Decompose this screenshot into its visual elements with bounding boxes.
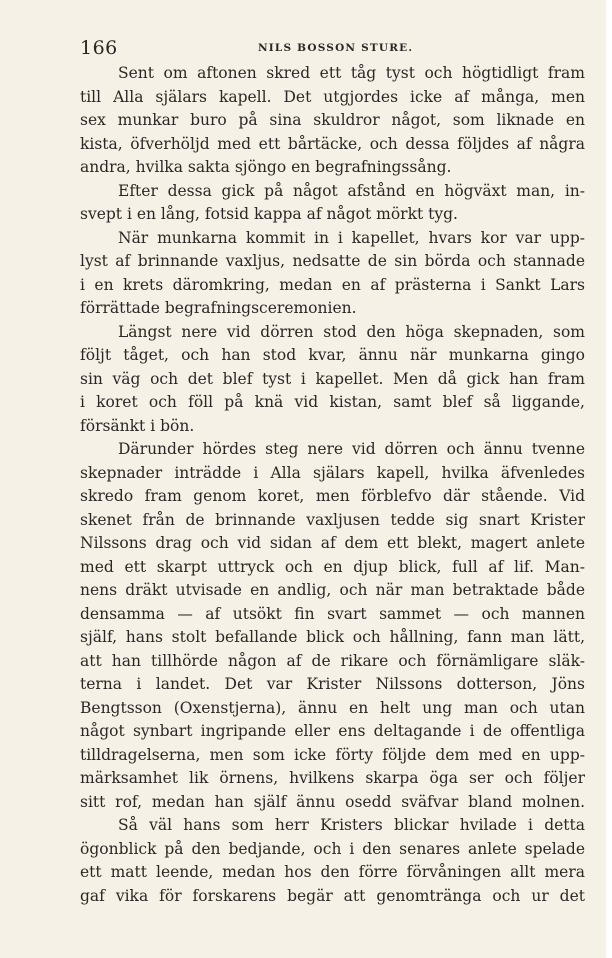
text-line: förrättade begrafningsceremonien. (80, 299, 357, 317)
text-line: Därunder hördes steg nere vid dörren och ännu tvenne (118, 440, 585, 458)
page-number: 166 (80, 37, 118, 59)
text-line: tilldragelserna, men som icke förty följde dem med en upp- (80, 745, 585, 764)
text-line: Längst nere vid dörren stod den höga skepnaden, som (118, 322, 585, 341)
text-line: Bengtsson (Oxenstjerna), ännu en helt ung man och utan (80, 698, 585, 717)
text-line: i koret och föll på knä vid kistan, samt blef så liggande, (80, 393, 585, 411)
text-line: själf, hans stolt befallande blick och hållning, fann man lätt, (80, 628, 585, 646)
text-line: Så väl hans som herr Kristers blickar hvilade i detta (118, 816, 585, 834)
text-line: sitt rof, medan han själf ännu osedd sväfvar bland molnen. (80, 792, 585, 811)
text-line: märksamhet lik örnens, hvilkens skarpa öga ser och följer (80, 769, 585, 787)
text-line: ögonblick på den bedjande, och i den senares anlete spelade (80, 839, 585, 858)
text-line: Nilssons drag och vid sidan af dem ett blekt, magert anlete (80, 534, 585, 552)
text-line: nens dräkt utvisade en andlig, och när man betraktade både (80, 581, 585, 599)
text-line: terna i landet. Det var Krister Nilssons dotterson, Jöns (80, 675, 585, 693)
text-line: När munkarna kommit in i kapellet, hvars kor var upp- (118, 228, 585, 247)
text-line: skepnader inträdde i Alla själars kapell, hvilka äfvenledes (80, 463, 585, 482)
running-title: NILS BOSSON STURE. (258, 42, 414, 54)
text-line: i en krets däromkring, medan en af prästerna i Sankt Lars (80, 275, 585, 294)
text-line: Efter dessa gick på något afstånd en högväxt man, in- (118, 181, 585, 200)
text-line: med ett skarpt uttryck och en djup blick, full af lif. Man- (80, 557, 585, 576)
text-line: Sent om aftonen skred ett tåg tyst och högtidligt fram (118, 64, 585, 82)
text-line: skenet från de brinnande vaxljusen tedde sig snart Krister (80, 510, 585, 529)
text-line: följt tåget, och han stod kvar, ännu när munkarna gingo (80, 346, 585, 364)
text-line: att han tillhörde någon af de rikare och förnämligare släk- (80, 651, 585, 670)
text-line: svept i en lång, fotsid kappa af något mörkt tyg. (80, 205, 458, 223)
text-line: till Alla själars kapell. Det utgjordes icke af många, men (80, 87, 585, 106)
page-edge (606, 0, 612, 958)
body-text (80, 62, 585, 908)
text-line: skredo fram genom koret, men förblefvo där stående. Vid (80, 487, 585, 505)
page-header (80, 36, 585, 60)
text-line: sex munkar buro på sina skuldror något, som liknade en (80, 111, 585, 129)
text-line: kista, öfverhöljd med ett bårtäcke, och dessa följdes af några (80, 134, 585, 153)
text-line: lyst af brinnande vaxljus, nedsatte de sin börda och stannade (80, 252, 585, 270)
text-line: försänkt i bön. (80, 416, 195, 435)
text-line: densamma — af utsökt fin svart sammet — och mannen (80, 604, 585, 623)
text-line: gaf vika för forskarens begär att genomtränga och ur det (80, 886, 585, 905)
text-line: sin väg och det blef tyst i kapellet. Men då gick han fram (80, 369, 585, 388)
text-line: något synbart ingripande eller ens deltagande i de offentliga (80, 722, 585, 740)
text-line: andra, hvilka sakta sjöngo en begrafningssång. (80, 158, 452, 176)
text-line: ett matt leende, medan hos den förre förvåningen allt mera (80, 863, 585, 881)
